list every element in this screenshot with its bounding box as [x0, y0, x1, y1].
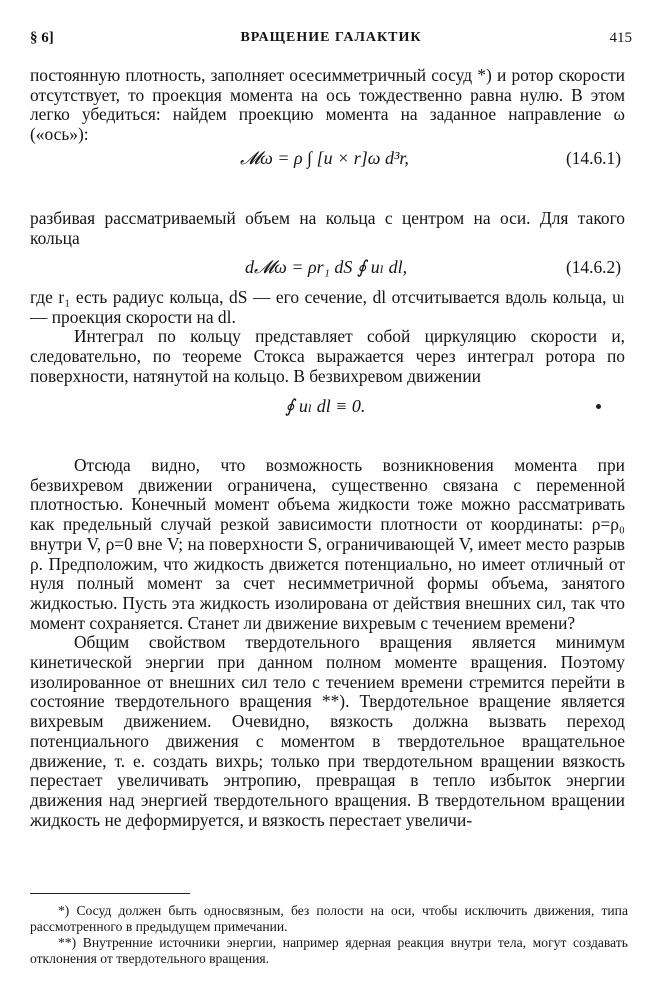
equation-14-6-1 — [30, 145, 625, 175]
body-block-3 — [30, 288, 625, 423]
equation-number: (14.6.1) — [565, 147, 621, 168]
page-number: 415 — [609, 30, 632, 46]
paragraph: где r₁ есть радиус кольца, dS — его сечение, dl отсчитывается вдоль кольца, uₗ— проекция скорости на dl. — [30, 287, 625, 327]
paragraph: Отсюда видно, что возможность возникновения момента при безвихревом движении ограничена, существенно связана с переменной плотностью. Конечный момент объема жидкости тоже можно рассматривать как предельный случай резкой зависимости плотности от координаты: ρ=ρ₀ внутри V, ρ=0 вне V; на поверхности S, ограничивающей V, имеет место разрыв ρ. Предположим, что жидкость движется потенциально, но имеет отличный от нуля полный момент за счет несимметричной формы объема, занятого жидкостью. Пусть эта жидкость изолирована от действия внешних сил, так что момент сохраняется. Станет ли движение вихревым с течением времени? — [30, 455, 625, 633]
print-speck — [596, 404, 601, 409]
body-block-1 — [30, 66, 625, 175]
footnote-divider — [30, 893, 190, 894]
equation-expression: ∮ uₗ dl ≡ 0. — [285, 395, 366, 416]
running-header — [30, 30, 632, 54]
footnotes — [30, 903, 628, 967]
equation-expression: 𝓜ω = ρ ∫ [u × r]ω d³r, — [240, 147, 409, 168]
equation-14-6-2 — [30, 254, 625, 284]
footnote: *) Сосуд должен быть односвязным, без полости на оси, чтобы исключить движения, типа рассмотренного в предыдущем примечании. — [30, 903, 628, 934]
paragraph: разбивая рассматриваемый объем на кольца с центром на оси. Для такого кольца — [30, 208, 625, 248]
equation-number: (14.6.2) — [565, 257, 621, 278]
body-block-4 — [30, 456, 625, 830]
footnote: **) Внутренние источники энергии, например ядерная реакция внутри тела, могут создавать отклонения от твердотельного вращения. — [30, 935, 628, 966]
running-title: ВРАЩЕНИЕ ГАЛАКТИК — [240, 30, 422, 45]
paragraph: Интеграл по кольцу представляет собой циркуляцию скорости и, следовательно, по теореме Стокса выражается через интеграл ротора по поверхности, натянутой на кольцо. В безвихревом движении — [30, 326, 625, 386]
equation-circulation — [30, 393, 625, 423]
equation-expression: d𝓜ω = ρr₁ dS ∮ uₗ dl, — [245, 257, 408, 278]
paragraph: постоянную плотность, заполняет осесимметричный сосуд *) и ротор скорости отсутствует, то проекция момента на ось тождественно равна нулю. В этом легко убедиться: найдем проекцию момента на заданное направление ω («ось»): — [30, 65, 625, 145]
body-block-2 — [30, 209, 625, 284]
section-marker: § 6] — [30, 30, 54, 46]
paragraph: Общим свойством твердотельного вращения является минимум кинетической энергии при данном полном моменте вращения. Поэтому изолированное от внешних сил тело с течением времени стремится перейти в состояние твердотельного вращения **). Твердотельное вращение является вихревым движением. Очевидно, вязкость должна вызвать переход потенциального движения с моментом в твердотельное вращательное движение, т. е. создать вихрь; только при твердотельном вращении вязкость перестает увеличивать энтропию, превращая в тепло избыток энергии движения над энергией твердотельного вращения. В твердотельном вращении жидкость не деформируется, и вязкость перестает увеличи- — [30, 632, 625, 830]
